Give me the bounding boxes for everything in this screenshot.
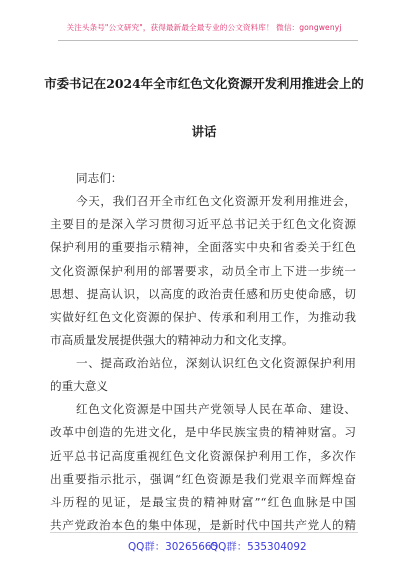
paragraph-line: 市高质量发展提供强大的精神动力和文化支撑。 [50,333,294,347]
section-heading-continued: 的重大意义 [50,379,108,393]
salutation: 同志们： [76,171,123,185]
document-title: 市委书记在2024年全市红色文化资源开发利用推进会上的 [44,76,364,91]
paragraph-line: 红色文化资源是中国共产党领导人民在革命、建设、 [76,402,356,416]
paragraph-line: 保护利用的重要指示精神，全面落实中央和省委关于红色 [50,240,356,254]
footer-qq-group-1: QQ群：30265665 [128,541,219,553]
footer-divider [50,532,358,533]
paragraph-line: 斗历程的见证，是最宝贵的精神财富”“红色血脉是中国 [50,495,356,509]
paragraph-line: 实做好红色文化资源的保护、传承和利用工作，为推动我 [50,310,356,324]
paragraph-line: 共产党政治本色的集中体现，是新时代中国共产党人的精 [50,518,356,532]
document-title-continued: 讲话 [191,124,217,139]
paragraph-line: 文化资源保护利用的部署要求，动员全市上下进一步统一 [50,264,356,278]
header-divider [58,40,358,41]
paragraph-line: 出重要指示批示，强调“红色资源是我们党艰辛而辉煌奋 [50,472,356,486]
header-banner: 关注头条号"公文研究"，获得最新最全最专业的公文资料库！ 微信：gongwenyj [66,23,342,32]
footer-qq-group-2: QQ群：535304092 [210,541,307,553]
paragraph-line: 今天，我们召开全市红色文化资源开发利用推进会， [76,194,356,208]
paragraph-line: 改革中创造的先进文化，是中华民族宝贵的精神财富。习 [50,425,356,439]
paragraph-line: 近平总书记高度重视红色文化资源保护利用工作，多次作 [50,449,356,463]
section-heading: 一、提高政治站位，深刻认识红色文化资源保护利用 [76,356,356,370]
paragraph-line: 主要目的是深入学习贯彻习近平总书记关于红色文化资源 [50,217,356,231]
paragraph-line: 思想、提高认识，以高度的政治责任感和历史使命感，切 [50,287,356,301]
